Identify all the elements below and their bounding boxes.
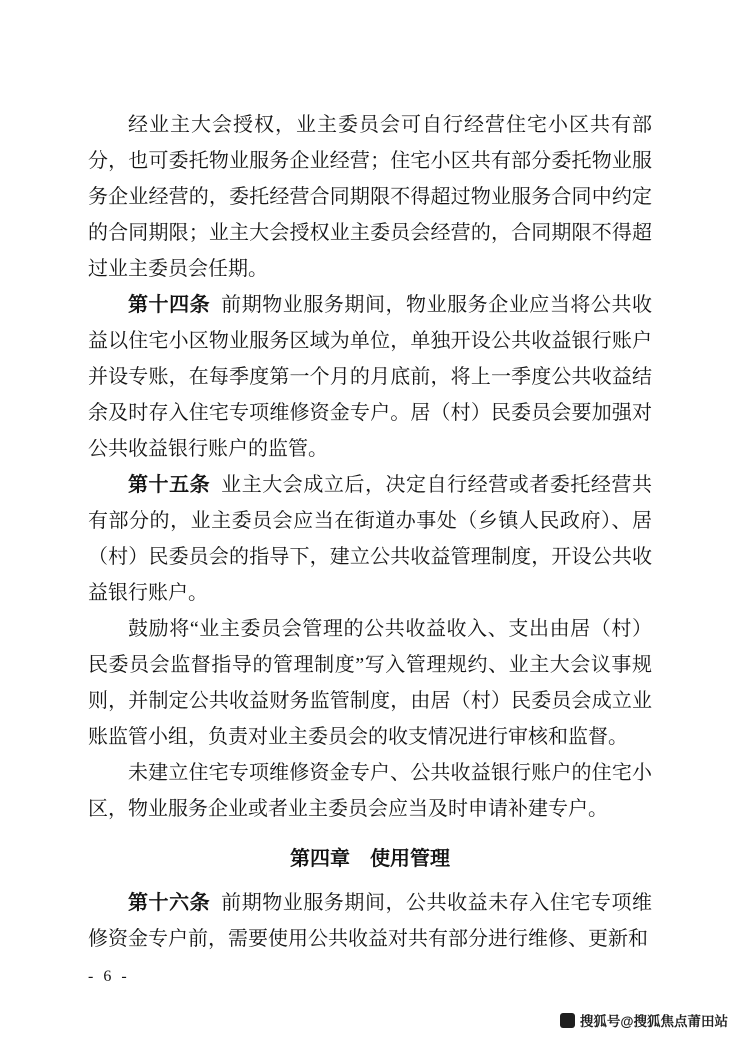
paragraph: [88, 885, 652, 957]
paragraph: [88, 611, 652, 755]
watermark: [560, 1010, 728, 1030]
watermark-text: 搜狐号@搜狐焦点莆田站: [579, 1014, 728, 1029]
article-number: 第十五条: [128, 474, 211, 496]
paragraph: [88, 107, 652, 287]
article-number: 第十四条: [128, 294, 211, 316]
para-text: 业主大会成立后，决定自行经营或者委托经营共有部分的，业主委员会应当在街道办事处（乡镇人民政府）、居（村）民委员会的指导下，建立公共收益管理制度，开设公共收益银行账户。: [88, 474, 653, 604]
para-text: 未建立住宅专项维修资金专户、公共收益银行账户的住宅小区，物业服务企业或者业主委员会应当及时申请补建专户。: [88, 762, 652, 820]
para-text: 鼓励将“业主委员会管理的公共收益收入、支出由居（村）民委员会监督指导的管理制度”写入管理规约、业主大会议事规则，并制定公共收益财务监管制度，由居（村）民委员会成立业账监管小组，负责对业主委员会的收支情况进行审核和监督。: [88, 618, 652, 748]
article-number: 第十六条: [128, 892, 211, 914]
chapter-heading: 第四章 使用管理: [290, 848, 450, 870]
paragraph: [88, 287, 652, 467]
paragraph: [88, 467, 652, 611]
para-text: 前期物业服务期间，公共收益未存入住宅专项维修资金专户前，需要使用公共收益对共有部分进行维修、更新和: [88, 892, 653, 950]
para-text: 前期物业服务期间，物业服务企业应当将公共收益以住宅小区物业服务区域为单位，单独开设公共收益银行账户并设专账，在每季度第一个月的月底前，将上一季度公共收益结余及时存入住宅专项维修资金专户。居（村）民委员会要加强对公共收益银行账户的监管。: [88, 294, 653, 460]
paragraph: [88, 755, 652, 827]
document-body: [88, 107, 652, 957]
para-text: 经业主大会授权，业主委员会可自行经营住宅小区共有部分，也可委托物业服务企业经营；住宅小区共有部分委托物业服务企业经营的，委托经营合同期限不得超过物业服务合同中约定的合同期限；业主大会授权业主委员会经营的，合同期限不得超过业主委员会任期。: [88, 114, 652, 280]
sohu-logo-icon: [560, 1013, 575, 1028]
page-number: - 6 -: [88, 968, 130, 985]
